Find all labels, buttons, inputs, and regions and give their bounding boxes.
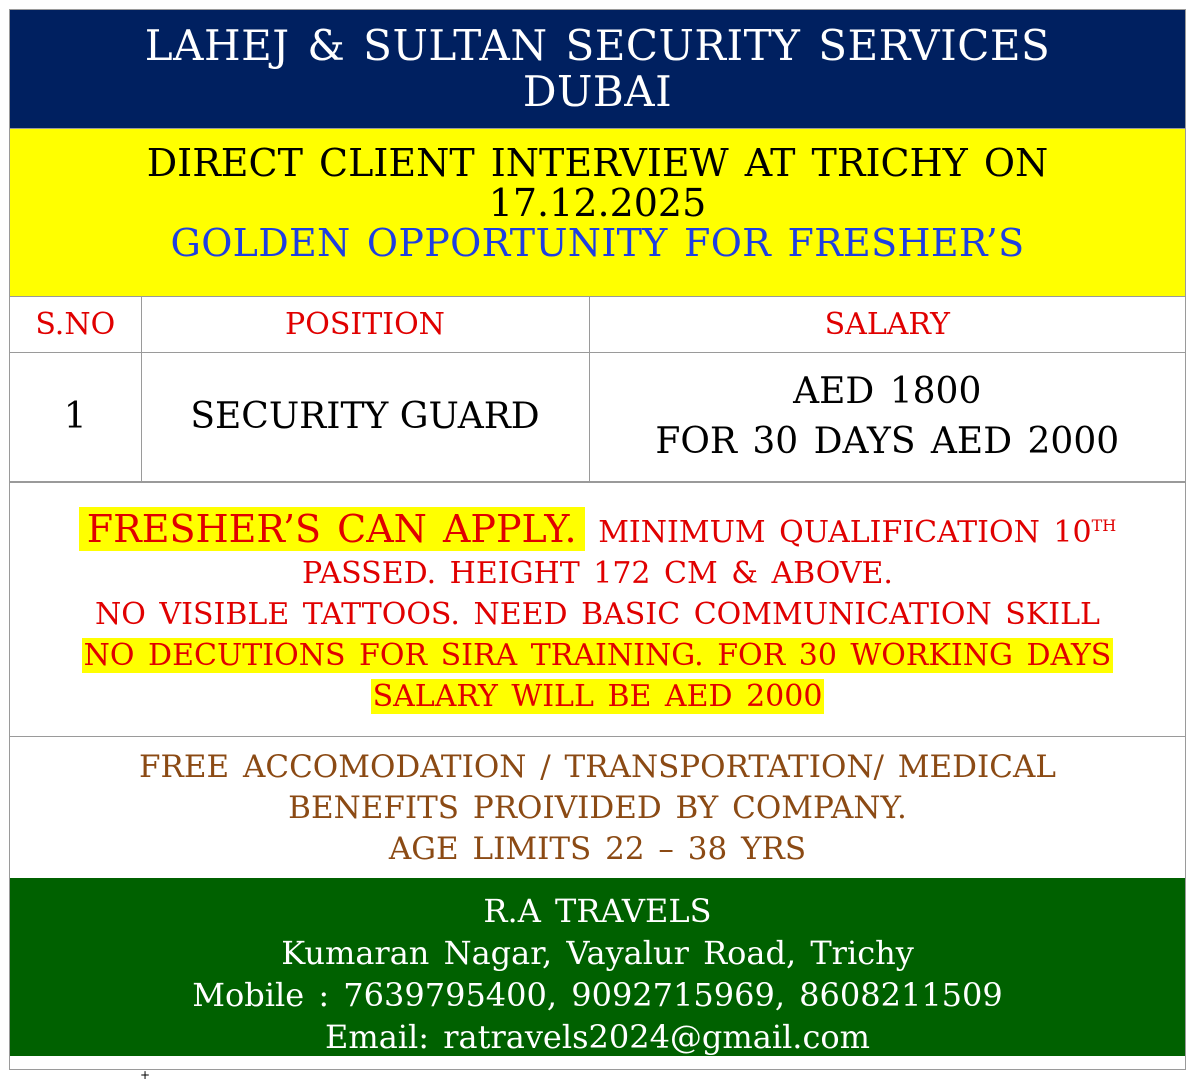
salary-note: SALARY WILL BE AED 2000 <box>372 679 823 714</box>
requirements-section <box>10 482 1185 736</box>
benefits-line-2: BENEFITS PROIVIDED BY COMPANY. <box>288 790 907 826</box>
interview-date: 17.12.2025 <box>488 181 707 225</box>
positions-table <box>10 296 1185 482</box>
requirements-line-3: NO VISIBLE TATTOOS. NEED BASIC COMMUNICATION SKILL <box>95 597 1100 632</box>
freshers-can-apply: FRESHER’S CAN APPLY. <box>79 507 585 551</box>
cell-salary <box>589 353 1185 482</box>
company-city: DUBAI <box>522 67 673 116</box>
minimum-qualification: MINIMUM QUALIFICATION 10 <box>598 515 1092 550</box>
cell-sno: 1 <box>10 353 141 482</box>
interview-heading: DIRECT CLIENT INTERVIEW AT TRICHY ON <box>146 141 1049 185</box>
interview-banner <box>10 128 1185 296</box>
cursor-mark-icon: + <box>140 1068 151 1082</box>
sira-training-note: NO DECUTIONS FOR SIRA TRAINING. FOR 30 WORKING DAYS <box>83 638 1112 673</box>
requirements-line-2: PASSED. HEIGHT 172 CM & ABOVE. <box>302 556 893 591</box>
table-row <box>10 353 1185 482</box>
requirements-line-1 <box>10 505 1185 553</box>
salary-base: AED 1800 <box>793 371 982 412</box>
golden-opportunity-tagline: GOLDEN OPPORTUNITY FOR FRESHER’S <box>170 221 1025 265</box>
benefits-line-1: FREE ACCOMODATION / TRANSPORTATION/ MEDICAL <box>139 749 1056 785</box>
column-header-sno: S.NO <box>10 297 141 353</box>
title-banner <box>10 10 1185 128</box>
agency-name: R.A TRAVELS <box>483 892 712 930</box>
agency-mobile: Mobile : 7639795400, 9092715969, 8608211509 <box>192 976 1003 1014</box>
agency-email: Email: ratravels2024@gmail.com <box>325 1018 870 1056</box>
column-header-position: POSITION <box>141 297 589 353</box>
requirements-line-4 <box>10 635 1185 676</box>
company-name: LAHEJ & SULTAN SECURITY SERVICES <box>144 21 1051 70</box>
qualification-suffix: TH <box>1091 516 1117 535</box>
agency-address: Kumaran Nagar, Vayalur Road, Trichy <box>281 934 914 972</box>
benefits-section <box>10 736 1185 878</box>
cell-position: SECURITY GUARD <box>141 353 589 482</box>
table-header-row <box>10 297 1185 353</box>
contact-footer <box>10 878 1185 1056</box>
age-limits: AGE LIMITS 22 – 38 YRS <box>388 831 807 867</box>
salary-30-days: FOR 30 DAYS AED 2000 <box>655 421 1120 462</box>
requirements-line-5 <box>10 676 1185 717</box>
job-advert-sheet <box>9 9 1186 1070</box>
column-header-salary: SALARY <box>589 297 1185 353</box>
